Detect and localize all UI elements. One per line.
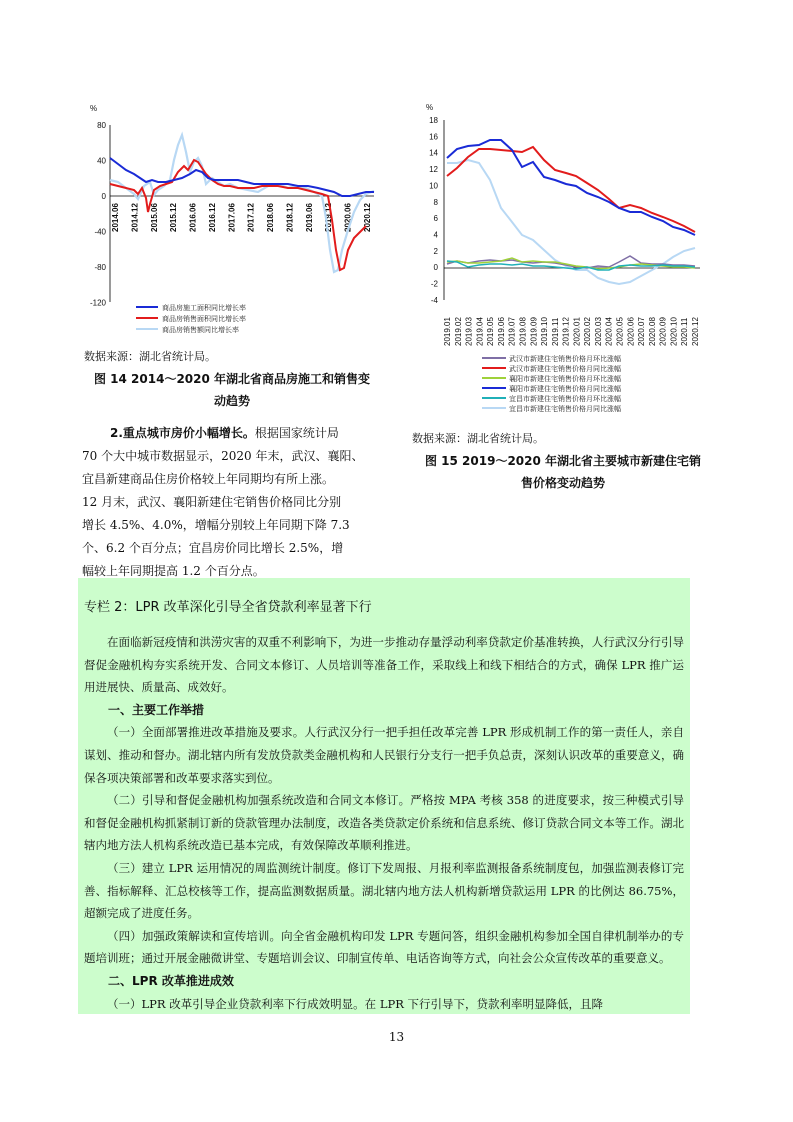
chart14-caption-line2: 动趋势 bbox=[213, 394, 250, 408]
section-line-3: 12 月末，武汉、襄阳新建住宅销售价格同比分别 bbox=[82, 495, 342, 509]
chart14-xlabel: 2017.12 bbox=[246, 203, 256, 232]
chart15-xlabel: 2019.10 bbox=[540, 317, 549, 346]
chart15-xlabel: 2020.03 bbox=[594, 317, 603, 346]
chart15-xlabel: 2019.01 bbox=[443, 317, 452, 346]
chart15-legend-xiangyang-mom: 襄阳市新建住宅销售价格月环比涨幅 bbox=[509, 375, 621, 383]
section-line-2: 宜昌新建商品住房价格较上年同期均有所上涨。 bbox=[82, 472, 335, 486]
section-line-0: 根据国家统计局 bbox=[254, 426, 339, 440]
chart14-xlabel: 2020.12 bbox=[363, 203, 372, 232]
chart14-xlabel: 2018.06 bbox=[266, 203, 276, 232]
chart14-xlabel: 2014.12 bbox=[130, 203, 140, 232]
chart15-xlabel: 2019.06 bbox=[496, 317, 506, 346]
chart14-source: 数据来源：湖北省统计局。 bbox=[84, 350, 216, 363]
chart14-ytick: -120 bbox=[89, 298, 106, 308]
chart15-ytick: 6 bbox=[433, 214, 438, 224]
chart15-xlabel: 2019.09 bbox=[529, 317, 539, 346]
chart14-ytick: -80 bbox=[94, 263, 106, 272]
chart15-xlabel: 2019.08 bbox=[518, 317, 528, 346]
chart15-ytick: 16 bbox=[429, 132, 438, 142]
chart15-caption-line1: 图 15 2019～2020 年湖北省主要城市新建住宅销 bbox=[424, 454, 702, 468]
chart15-ytick: 18 bbox=[429, 116, 438, 125]
chart15-ytick: 4 bbox=[433, 230, 438, 240]
chart15-legend-wuhan-mom: 武汉市新建住宅销售价格月环比涨幅 bbox=[509, 355, 621, 363]
chart15-xlabel: 2019.04 bbox=[475, 317, 485, 346]
chart14-xlabel: 2020.06 bbox=[343, 203, 353, 232]
box-heading-measures: 一、主要工作举措 bbox=[108, 702, 205, 717]
chart15-ytick: -4 bbox=[430, 296, 438, 305]
box-measure-1: （一）全面部署推进改革措施及要求。人行武汉分行一把手担任改革完善 LPR 形成机制工作的第一责任人，亲自谋划、推动和督办。湖北辖内所有发放贷款类金融机构和人民银行分支行一把手负总责，深刻认识改革的重要意义，确保各项决策部署和改革要求落实到位。 bbox=[84, 725, 684, 785]
chart15-legend-wuhan-yoy: 武汉市新建住宅销售价格月同比涨幅 bbox=[509, 365, 621, 373]
chart15-legend bbox=[482, 354, 621, 413]
chart14-xlabel: 2016.12 bbox=[207, 203, 217, 232]
chart15-xlabel: 2019.12 bbox=[561, 317, 571, 346]
page-number: 13 bbox=[388, 1030, 405, 1044]
section-line-5: 个、6.2 个百分点；宜昌房价同比增长 2.5%，增 bbox=[82, 541, 344, 555]
chart15-ytick: 2 bbox=[433, 246, 438, 256]
chart14-xlabel: 2019.06 bbox=[304, 203, 314, 232]
chart15-source: 数据来源：湖北省统计局。 bbox=[412, 432, 544, 445]
box-result-1: （一）LPR 改革引导企业贷款利率下行成效明显。在 LPR 下行引导下，贷款利率明显降低，且降 bbox=[107, 996, 604, 1011]
chart14-ytick: 0 bbox=[101, 192, 106, 201]
chart14-legend bbox=[136, 303, 246, 334]
chart15-unit: % bbox=[426, 103, 434, 112]
section-heading: 2.重点城市房价小幅增长。 bbox=[110, 426, 255, 440]
section-line-4: 增长 4.5%、4.0%，增幅分别较上年同期下降 7.3 bbox=[82, 518, 350, 532]
box-heading-results: 二、LPR 改革推进成效 bbox=[108, 973, 234, 988]
chart15-xlabel: 2020.09 bbox=[658, 317, 668, 346]
chart14-unit: % bbox=[90, 104, 98, 113]
chart15-series-xiangyang-yoy bbox=[447, 140, 695, 235]
section-line-6: 幅较上年同期提高 1.2 个百分点。 bbox=[82, 564, 265, 578]
chart15-xlabel: 2019.05 bbox=[486, 317, 496, 346]
chart14-caption bbox=[82, 368, 382, 412]
chart14-xlabel: 2015.12 bbox=[169, 203, 179, 232]
chart14-ytick: -40 bbox=[94, 227, 106, 237]
chart15-ytick: 8 bbox=[433, 197, 438, 207]
section-paragraph bbox=[82, 422, 382, 583]
chart14-caption-line1: 图 14 2014～2020 年湖北省商品房施工和销售变 bbox=[93, 372, 371, 386]
box-measure-3: （三）建立 LPR 运用情况的周监测统计制度。修订下发周报、月报利率监测报备系统制度包，加强监测表修订完善、指标解释、汇总校核等工作，提高监测数据质量。湖北辖内地方法人机构新增贷款运用 LPR 的比例达 86.75%，超额完成了进度任务。 bbox=[84, 860, 684, 921]
chart15-xlabel: 2020.01 bbox=[572, 317, 582, 346]
chart14-xlabel: 2016.06 bbox=[188, 203, 198, 232]
chart15-xlabel: 2019.11 bbox=[550, 317, 560, 346]
chart15-ytick: 10 bbox=[429, 181, 438, 191]
chart14-xlabel: 2014.06 bbox=[111, 203, 120, 232]
chart15-caption-line2: 售价格变动趋势 bbox=[520, 476, 605, 490]
chart15-xlabel: 2020.08 bbox=[647, 317, 657, 346]
chart15-xlabel: 2020.04 bbox=[604, 317, 614, 346]
box-measure-2: （二）引导和督促金融机构加强系统改造和合同文本修订。严格按 MPA 考核 358 的进度要求，按三种模式引导和督促金融机构抓紧制订新的贷款管理办法制度，改造各类贷款定价系统和信息系统、修订贷款合同文本等工作。湖北辖内地方法人机构系统改造已基本完成，有效保障改革顺利推进。 bbox=[84, 793, 684, 853]
chart15-legend-yichang-yoy: 宜昌市新建住宅销售价格月同比涨幅 bbox=[509, 405, 621, 413]
chart15-xlabel: 2020.02 bbox=[583, 317, 593, 346]
chart14-ytick: 40 bbox=[97, 156, 106, 166]
chart15-xlabel: 2019.07 bbox=[507, 317, 517, 346]
chart15-xlabel: 2020.05 bbox=[615, 317, 625, 346]
chart14-xlabel: 2015.06 bbox=[149, 203, 159, 232]
chart14-ytick: 80 bbox=[97, 121, 106, 130]
chart15-ytick: 0 bbox=[433, 263, 438, 273]
chart15-ytick: -2 bbox=[430, 279, 438, 289]
column-box bbox=[78, 578, 690, 1014]
chart15-legend-yichang-mom: 宜昌市新建住宅销售价格月环比涨幅 bbox=[509, 395, 621, 403]
chart14-series-construction bbox=[110, 158, 374, 196]
chart15-xlabel: 2020.12 bbox=[691, 317, 700, 346]
chart14-xlabel: 2018.12 bbox=[285, 203, 295, 232]
box-measure-4: （四）加强政策解读和宣传培训。向全省金融机构印发 LPR 专题问答，组织金融机构参加全国自律机制举办的专题培训班；通过开展金融微讲堂、专题培训会议、印制宣传单、电话咨询等方式，向社会公众宣传改革的重要意义。 bbox=[84, 928, 684, 966]
section-line-1: 70 个大中城市数据显示，2020 年末，武汉、襄阳、 bbox=[82, 449, 364, 463]
chart14-legend-sales-area: 商品房销售面积同比增长率 bbox=[162, 315, 246, 323]
chart15-xlabel: 2019.03 bbox=[464, 317, 474, 346]
chart15-xlabel: 2020.11 bbox=[680, 317, 690, 346]
chart14-xlabel: 2019.12 bbox=[324, 203, 334, 232]
chart-14 bbox=[78, 100, 378, 340]
box-title: 专栏 2：LPR 改革深化引导全省贷款利率显著下行 bbox=[84, 600, 372, 615]
chart15-ytick: 12 bbox=[429, 165, 438, 175]
chart-15 bbox=[420, 100, 720, 420]
chart15-xlabel: 2020.10 bbox=[669, 317, 679, 346]
chart14-legend-construction: 商品房施工面积同比增长率 bbox=[162, 304, 246, 312]
box-intro: 在面临新冠疫情和洪涝灾害的双重不利影响下，为进一步推动存量浮动利率贷款定价基准转换，人行武汉分行引导督促金融机构夯实系统开发、合同文本修订、人员培训等准备工作，采取线上和线下相结合的方式，确保 LPR 推广运用进展快、质量高、成效好。 bbox=[84, 635, 684, 695]
chart15-xlabel: 2020.07 bbox=[637, 317, 647, 346]
chart15-ytick: 14 bbox=[429, 148, 438, 158]
chart14-xlabel: 2017.06 bbox=[227, 203, 237, 232]
chart14-legend-sales-amount: 商品房销售额同比增长率 bbox=[162, 326, 239, 334]
chart15-xlabel: 2020.06 bbox=[626, 317, 636, 346]
chart15-caption bbox=[408, 450, 718, 494]
chart15-xlabel: 2019.02 bbox=[453, 317, 463, 346]
chart15-legend-xiangyang-yoy: 襄阳市新建住宅销售价格月同比涨幅 bbox=[509, 385, 621, 393]
